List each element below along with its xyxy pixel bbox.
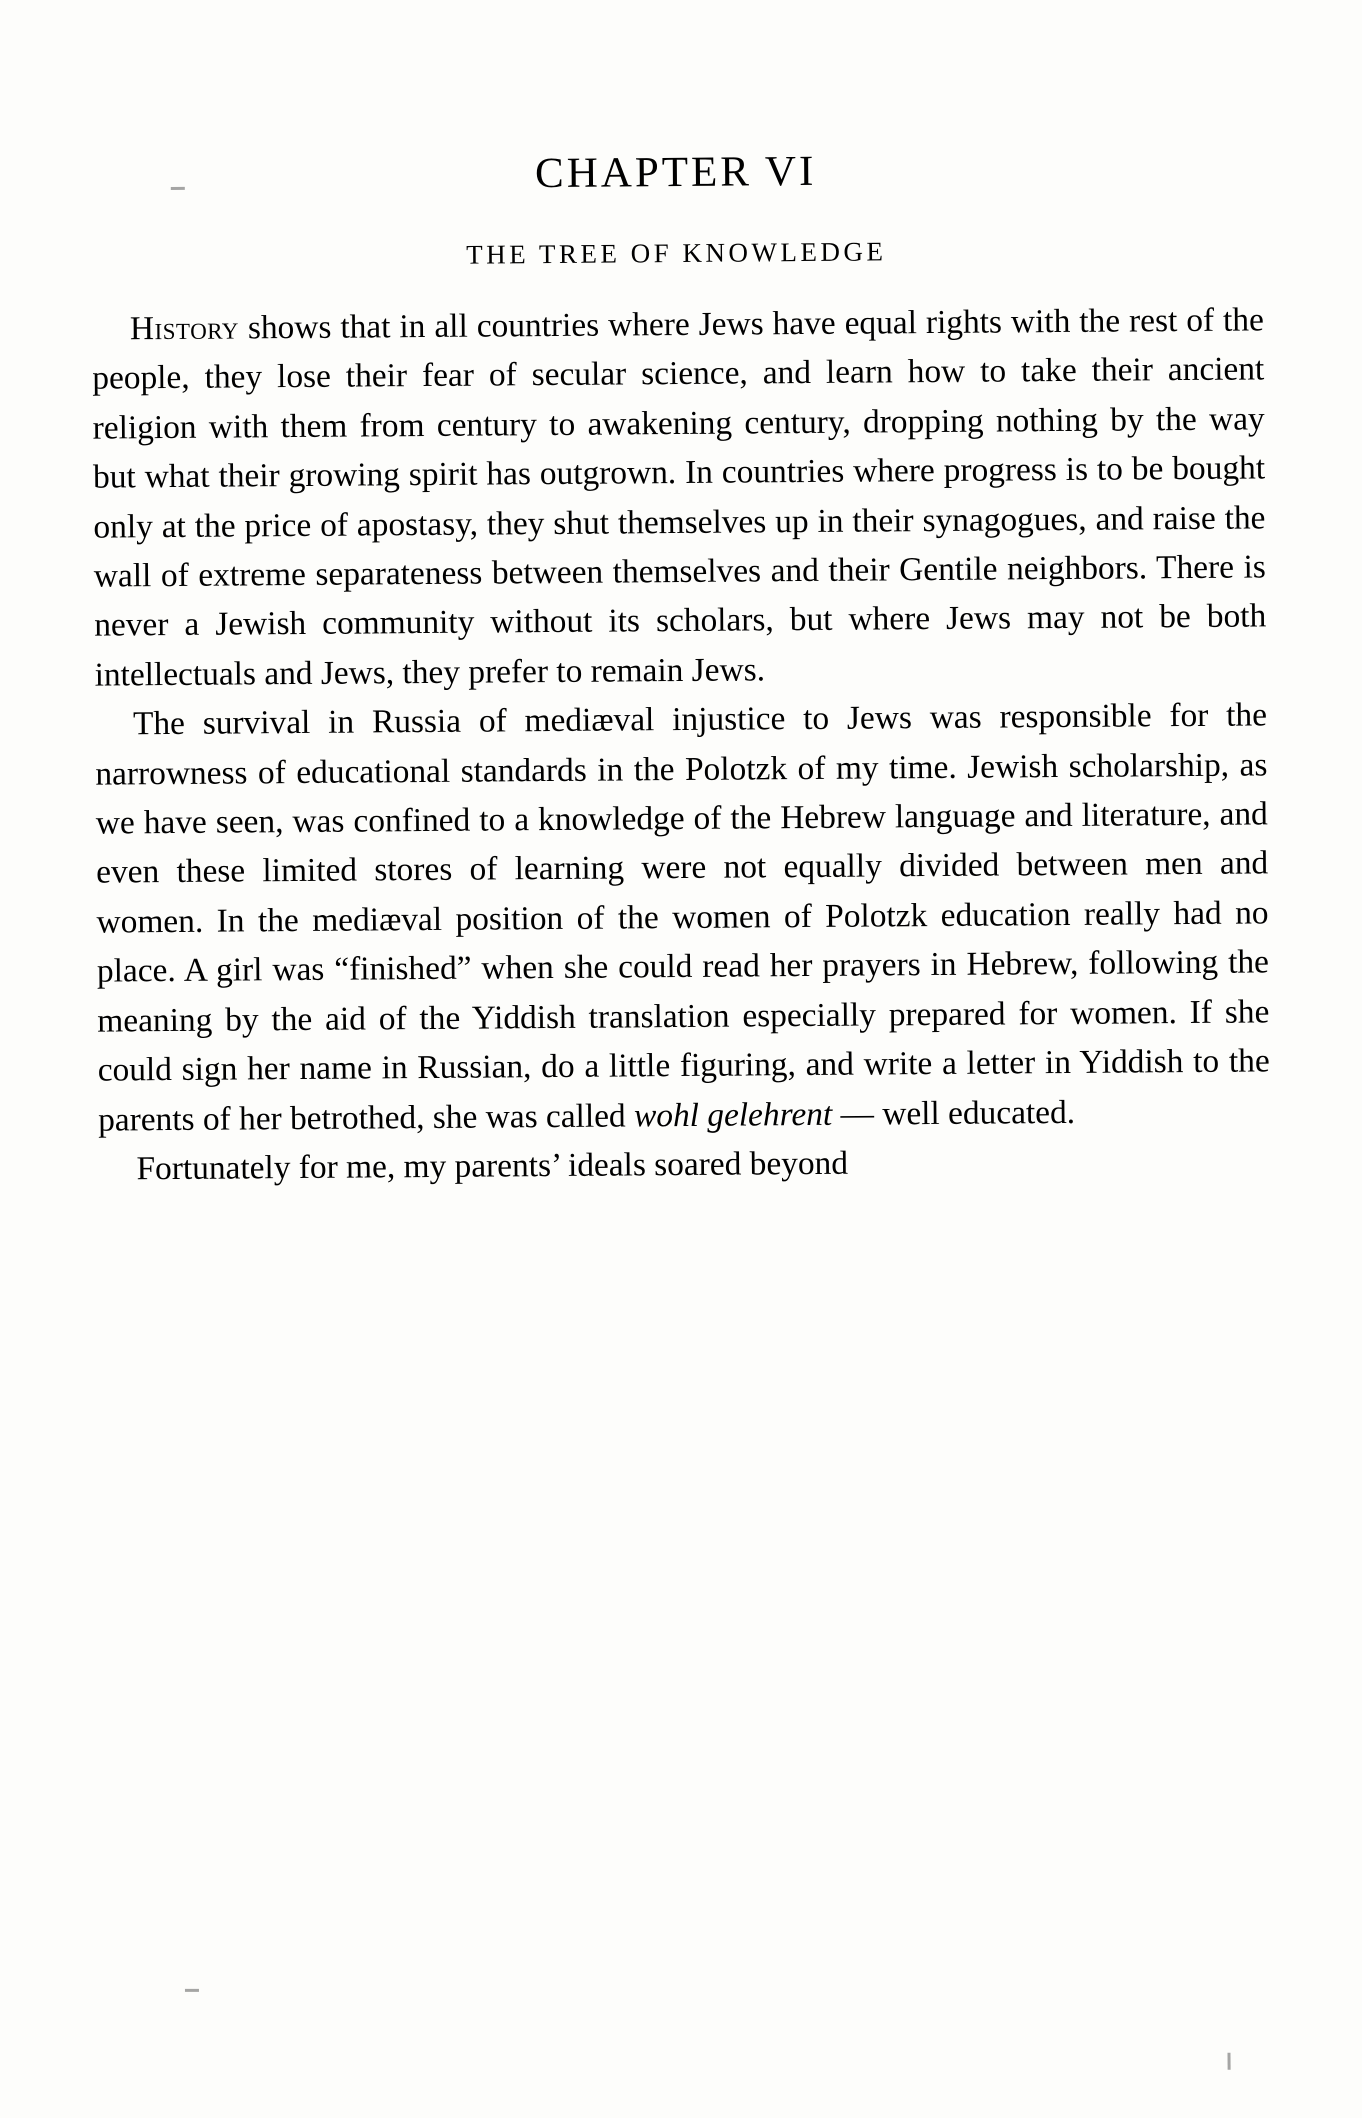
body-text-block	[92, 295, 1271, 1193]
paragraph-2-text-before-italic: The survival in Russia of mediæval injustice to Jews was responsible for the narrowness of educational standards in the Polotzk of my time. Jewish scholarship, as we have seen, was confined to a knowledge of the Hebrew language and literature, and even these limited stores of learning were not equally divided between men and women. In the mediæval position of the women of Polotzk education really had no place. A girl was “finished” when she could read her prayers in Hebrew, following the meaning by the aid of the Yiddish translation especially prepared for women. If she could sign her name in Russian, do a little figuring, and write a letter in Yiddish to the parents of her betrothed, she was called	[95, 696, 1270, 1139]
paragraph-3-text: Fortunately for me, my parents’ ideals soared beyond	[136, 1144, 849, 1188]
paragraph-2-italic-phrase: wohl gelehrent	[633, 1095, 833, 1134]
chapter-number-heading: CHAPTER VI	[534, 147, 817, 198]
paragraph-1-lead-smallcaps: History	[129, 309, 240, 348]
scan-artifact-mark	[1227, 2053, 1230, 2070]
paragraph-2	[95, 691, 1270, 1145]
paragraph-2-text-after-italic: — well educated.	[832, 1093, 1076, 1133]
scan-artifact-mark	[185, 1989, 199, 1992]
chapter-title-heading: THE TREE OF KNOWLEDGE	[466, 236, 887, 270]
paragraph-3	[98, 1135, 1270, 1194]
paragraph-1-text: shows that in all countries where Jews have equal rights with the rest of the people, they lose their fear of secular science, and learn how to take their ancient religion with them from century to awakening century, dropping nothing by the way but what their growing spirit has outgrown. In countries where progress is to be bought only at the price of apostasy, they shut themselves up in their synagogues, and raise the wall of extreme separateness between themselves and their Gentile neighbors. There is never a Jewish community without its scholars, but where Jews may not be both intellectuals and Jews, they prefer to remain Jews.	[92, 301, 1267, 694]
paragraph-1	[92, 295, 1267, 699]
